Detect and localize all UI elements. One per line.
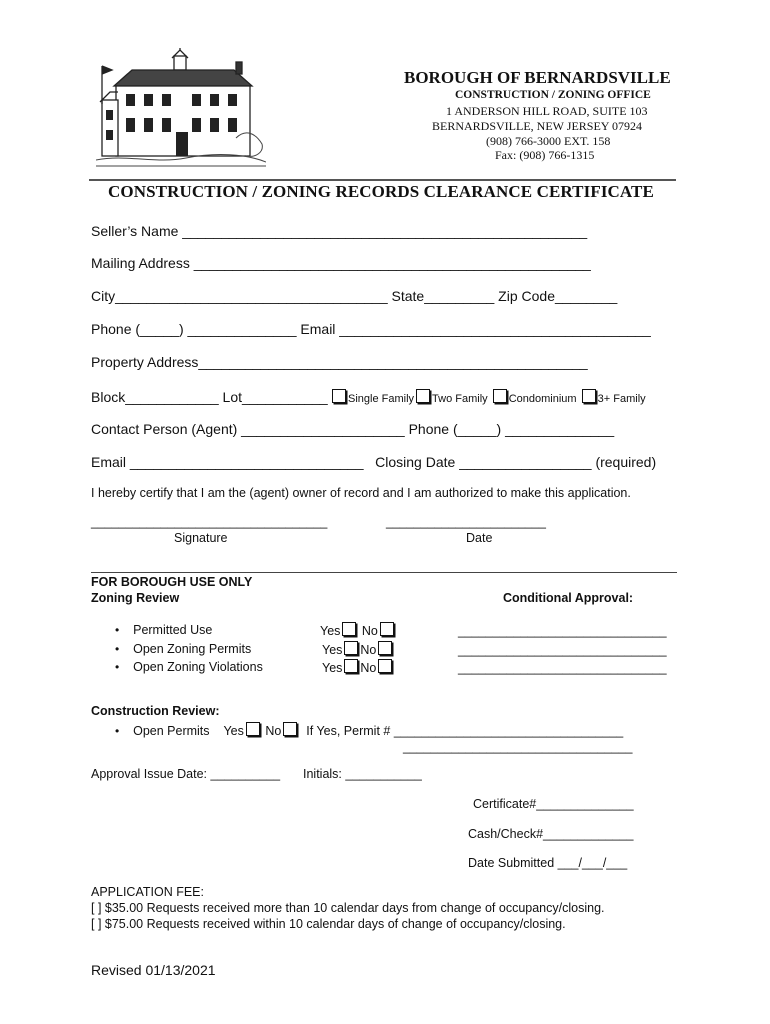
permitted-use-label: Permitted Use xyxy=(133,623,213,637)
header-divider xyxy=(89,179,676,181)
open-zoning-permits-no-checkbox[interactable] xyxy=(378,641,392,655)
no-label: No xyxy=(360,661,377,675)
open-zoning-violations-yes-checkbox[interactable] xyxy=(344,659,358,673)
no-label: No xyxy=(361,624,378,638)
property-address-field[interactable]: Property Address__________________________________________________ xyxy=(91,354,588,370)
condominium-checkbox[interactable] xyxy=(493,389,507,403)
no-label: No xyxy=(265,724,282,738)
permitted-use-no-checkbox[interactable] xyxy=(380,622,394,636)
open-permits-label: Open Permits xyxy=(133,724,210,738)
phone-email-field[interactable]: Phone (_____) ______________ Email ________________________________________ xyxy=(91,321,651,337)
signature-label: Signature xyxy=(174,531,228,545)
certificate-number-field[interactable]: Certificate#______________ xyxy=(473,797,634,811)
borough-hall-illustration xyxy=(96,48,266,183)
single-family-label: Single Family xyxy=(348,393,415,405)
open-zoning-permits-item: • Open Zoning Permits xyxy=(115,642,252,656)
conditional-approval-line-1[interactable]: ______________________________ xyxy=(458,624,667,638)
permit-number-line-2[interactable]: _________________________________ xyxy=(403,740,633,754)
revision-date: Revised 01/13/2021 xyxy=(91,962,216,978)
open-permits-no-checkbox[interactable] xyxy=(283,722,297,736)
fee-option-35[interactable]: [ ] $35.00 Requests received more than 10 calendar days from change of occupancy/closing. xyxy=(91,901,605,915)
office-name: CONSTRUCTION / ZONING OFFICE xyxy=(455,89,651,101)
if-yes-permit-label: If Yes, Permit # xyxy=(306,724,391,738)
yes-label: Yes xyxy=(320,624,341,638)
address-line-2: BERNARDSVILLE, NEW JERSEY 07924 xyxy=(432,119,642,133)
open-zoning-permits-label: Open Zoning Permits xyxy=(133,642,252,656)
single-family-checkbox[interactable] xyxy=(332,389,346,403)
two-family-label: Two Family xyxy=(432,393,488,405)
open-zoning-violations-yes-no xyxy=(322,659,394,675)
office-phone: (908) 766-3000 EXT. 158 xyxy=(486,134,611,148)
yes-label: Yes xyxy=(223,724,244,738)
yes-label: Yes xyxy=(322,643,343,657)
construction-review-heading: Construction Review: xyxy=(91,704,220,718)
city-state-zip-field[interactable]: City___________________________________ State_________ Zip Code________ xyxy=(91,288,618,304)
no-label: No xyxy=(360,643,377,657)
zoning-review-heading: Zoning Review xyxy=(91,591,180,605)
date-submitted-field[interactable]: Date Submitted ___/___/___ xyxy=(468,856,628,870)
yes-label: Yes xyxy=(322,661,343,675)
three-plus-family-label: 3+ Family xyxy=(597,393,646,405)
permitted-use-yes-no xyxy=(320,622,396,638)
cash-check-field[interactable]: Cash/Check#_____________ xyxy=(468,827,634,841)
permitted-use-yes-checkbox[interactable] xyxy=(342,622,356,636)
property-type-options xyxy=(330,389,646,405)
borough-title: BOROUGH OF BERNARDSVILLE xyxy=(404,68,671,87)
office-fax: Fax: (908) 766-1315 xyxy=(495,148,595,162)
approval-issue-date-field[interactable]: Approval Issue Date: __________ xyxy=(91,767,281,781)
open-zoning-violations-item: • Open Zoning Violations xyxy=(115,660,263,674)
signature-line[interactable]: __________________________________ xyxy=(91,515,328,529)
open-zoning-permits-yes-checkbox[interactable] xyxy=(344,641,358,655)
conditional-approval-line-3[interactable]: ______________________________ xyxy=(458,661,667,675)
two-family-checkbox[interactable] xyxy=(416,389,430,403)
open-zoning-violations-no-checkbox[interactable] xyxy=(378,659,392,673)
permit-number-line[interactable]: _________________________________ xyxy=(393,724,624,738)
email-closing-field[interactable]: Email ______________________________ Closing Date _________________ (required) xyxy=(91,454,657,470)
block-lot-field[interactable]: Block____________ Lot___________ xyxy=(91,389,328,405)
date-label: Date xyxy=(466,531,493,545)
open-zoning-permits-yes-no xyxy=(322,641,394,657)
condominium-label: Condominium xyxy=(508,393,577,405)
certificate-title: CONSTRUCTION / ZONING RECORDS CLEARANCE CERTIFICATE xyxy=(108,182,654,201)
open-zoning-violations-label: Open Zoning Violations xyxy=(133,660,263,674)
permitted-use-item: • Permitted Use xyxy=(115,623,213,637)
conditional-approval-line-2[interactable]: ______________________________ xyxy=(458,643,667,657)
certification-statement: I hereby certify that I am the (agent) owner of record and I am authorized to make this application. xyxy=(91,486,631,500)
mailing-address-field[interactable]: Mailing Address ___________________________________________________ xyxy=(91,255,591,271)
open-permits-yes-checkbox[interactable] xyxy=(246,722,260,736)
application-fee-heading: APPLICATION FEE: xyxy=(91,885,204,899)
three-plus-family-checkbox[interactable] xyxy=(582,389,596,403)
date-line[interactable]: _______________________ xyxy=(386,515,546,529)
fee-option-75[interactable]: [ ] $75.00 Requests received within 10 calendar days of change of occupancy/closing. xyxy=(91,917,566,931)
open-permits-row: • Open Permits Yes No If Yes, Permit # _________________________________ xyxy=(115,724,624,738)
address-line-1: 1 ANDERSON HILL ROAD, SUITE 103 xyxy=(446,104,648,118)
borough-use-heading: FOR BOROUGH USE ONLY xyxy=(91,575,253,589)
initials-field[interactable]: Initials: ___________ xyxy=(303,767,422,781)
section-divider xyxy=(91,572,677,573)
contact-person-field[interactable]: Contact Person (Agent) _____________________ Phone (_____) ______________ xyxy=(91,421,615,437)
seller-name-field[interactable]: Seller’s Name ____________________________________________________ xyxy=(91,223,588,239)
conditional-approval-heading: Conditional Approval: xyxy=(503,591,634,605)
